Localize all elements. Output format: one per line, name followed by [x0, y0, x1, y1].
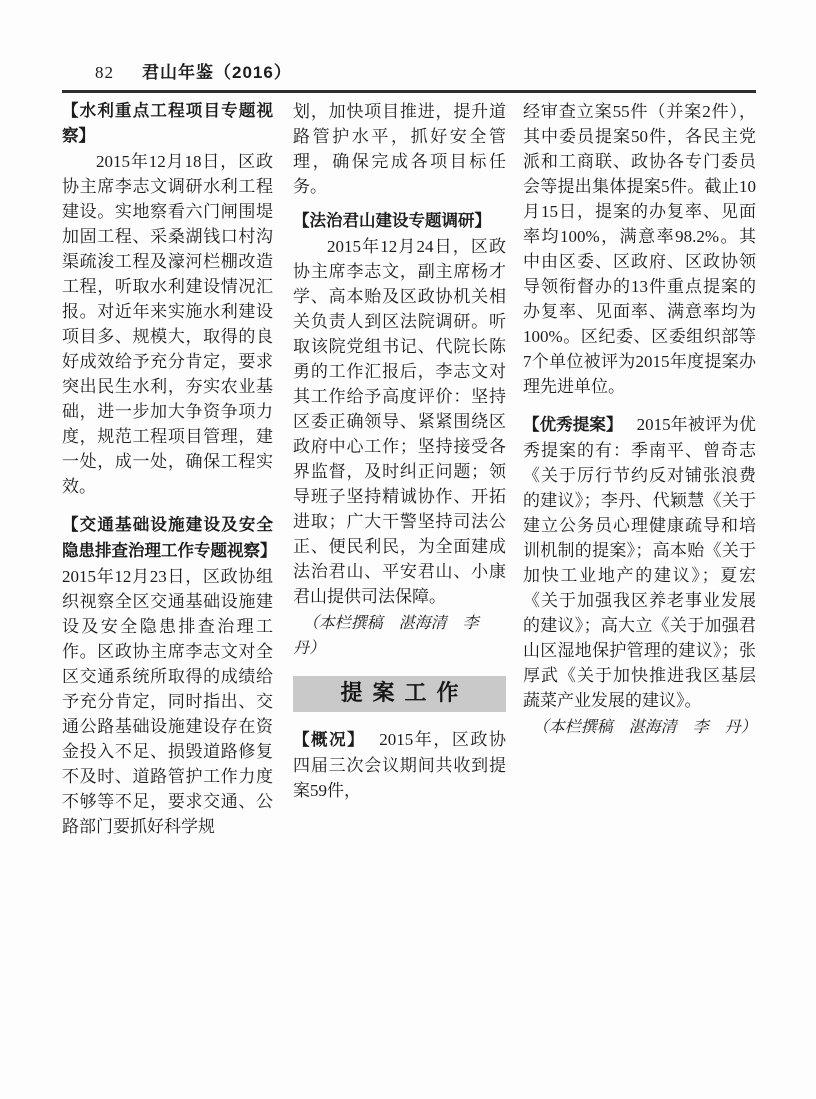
entry-heading: 【水利重点工程项目专题视察】 [62, 102, 273, 145]
column-byline: （本栏撰稿 湛海清 李 丹） [532, 719, 757, 736]
section-gap [523, 399, 756, 412]
entry-body: 2015年12月18日，区政协主席李志文调研水利工程建设。实地察看六门闸围堤加固工程、采桑湖钱口村沟渠疏浚工程及濠河栏棚改造工程，听取水利建设情况汇报。对近年来实施水利建设项目多、规模大，取得的良好成效给予充分肯定，要求突出民生水利，夯实农业基础，进一步加大争资争项力度，规范工程项目管理，建一处，成一处，确保工程实效。 [62, 152, 273, 496]
column-3 [523, 99, 756, 839]
publication-title: 君山年鉴（2016） [142, 63, 292, 82]
section-gap [293, 199, 506, 209]
entry-heading: 【概况】 [293, 731, 366, 749]
entry-overview [293, 727, 506, 803]
entry-rule-of-law-research [293, 209, 506, 609]
entry-heading: 【交通基础设施建设及安全隐患排查治理工作专题视察】 [62, 516, 277, 560]
entry-traffic-inspection [62, 512, 277, 839]
entry-paragraph [62, 512, 277, 839]
entry-body: 2015年，区政协四届三次会议期间共收到提案59件， [293, 730, 507, 800]
entry-paragraph [293, 727, 506, 803]
column-byline: （本栏撰稿 湛海清 李 丹） [293, 615, 495, 657]
entry-heading: 【优秀提案】 [523, 416, 623, 434]
text-columns [62, 99, 756, 839]
entry-body: 2015年12月24日，区政协主席李志文，副主席杨才学、高本贻及区政协机关相关负责人到区法院调研。听取该院党组书记、代院长陈勇的工作汇报后，李志文对其工作给予高度评价：坚持区委正确领导、紧紧围绕区政府中心工作；坚持接受各界监督，及时纠正问题；领导班子坚持精诚协作、开拓进取；广大干警坚持司法公正、便民利民，为全面建成法治君山、平安君山、小康君山提供司法保障。 [293, 237, 506, 606]
entry-body: 2015年12月23日，区政协组织视察全区交通基础设施建设及安全隐患排查治理工作。区政协主席李志文对全区交通系统所取得的成绩给予充分肯定，同时指出、交通公路基础设施建设存在资金投入不足、损毁道路修复不及时、道路管护工作力度不够等不足，要求交通、公路部门要抓好科学规 [62, 567, 273, 836]
entry-heading: 【法治君山建设专题调研】 [293, 212, 491, 230]
entry-water-projects [62, 99, 273, 499]
section-gap [62, 499, 273, 512]
entry-overview-continuation: 经审查立案55件（并案2件），其中委员提案50件，各民主党派和工商联、政协各专门委员会等提出集体提案5件。截止10月15日，提案的办复率、见面率均100%，满意率98.2%。其中由区委、区政府、区政协领导领衔督办的13件重点提案的办复率、见面率、满意率均为100%。区纪委、区委组织部等7个单位被评为2015年度提案办理先进单位。 [523, 102, 756, 396]
page-number: 82 [95, 63, 114, 82]
entry-traffic-continuation: 划，加快项目推进，提升道路管护水平，抓好安全管理，确保完成各项目标任务。 [293, 102, 506, 196]
header-rule [62, 90, 756, 93]
entry-paragraph [523, 412, 756, 713]
column-1 [62, 99, 277, 839]
section-title-banner: 提案工作 [293, 676, 506, 712]
column-2 [293, 99, 506, 839]
page-header [62, 58, 756, 93]
entry-body: 2015年被评为优秀提案的有：季南平、曾奇志《关于厉行节约反对铺张浪费的建议》；李丹、代颖慧《关于建立公务员心理健康疏导和培训机制的提案》；高本贻《关于加快工业地产的建议》；夏宏《关于加强我区养老事业发展的建议》；高大立《关于加强君山区湿地保护管理的建议》；张厚武《关于加快推进我区基层蔬菜产业发展的建议》。 [523, 415, 757, 710]
entry-outstanding-proposals [523, 412, 756, 713]
